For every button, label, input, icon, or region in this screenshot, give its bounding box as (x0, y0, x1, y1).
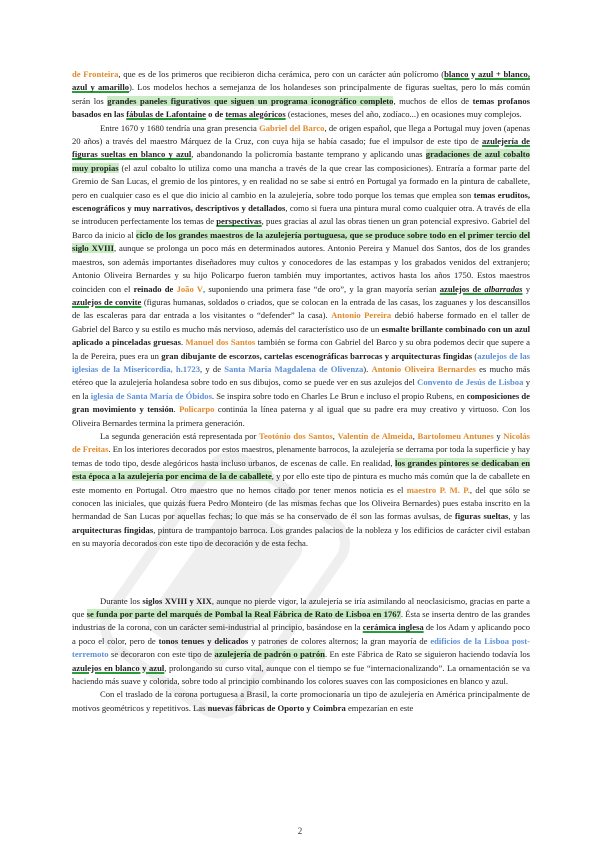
emphasis-text: los grandes pintores se dedicaban en esta época a la azulejería por encima de la de caballete (72, 457, 530, 482)
text-run: y patrones de colores alternos; la gran mayoría de (248, 635, 431, 646)
text-run: continúa la línea paterna y al igual que su padre era muy creativo y virtuoso. Con los Oliveira Bernardes termina la primera generación. (72, 404, 531, 428)
emphasis-text: Convento de Jesús de Lisboa (417, 377, 524, 388)
text-run: , suponiendo una primera fase “de oro”, y la gran mayoría serían (203, 283, 440, 294)
emphasis-text: gran dibujante de escorzos, cartelas escenográficas barrocas y arquitecturas fingidas (161, 350, 473, 361)
text-run: , (332, 430, 338, 441)
emphasis-text: de Fronteira (72, 69, 119, 79)
emphasis-text: grandes paneles figurativos que siguen un programa iconográfico completo (107, 95, 394, 106)
document-page (72, 68, 530, 715)
body-paragraph (72, 688, 530, 715)
text-run: , prolongando su curso vital, aunque con el tiempo se fue “internacionalizando”. La ornamentación se va haciendo más suave y colorida, sobre todo al principio combinando los colores suaves con las composiciones en blanco y azul. (72, 662, 530, 687)
emphasis-text: Antonio Pereira (331, 310, 392, 321)
emphasis-text: Antonio Oliveira Bernardes (371, 363, 476, 374)
text-run: ( (472, 350, 478, 361)
text-run: y (522, 283, 530, 294)
emphasis-text: o de (205, 109, 226, 120)
emphasis-text: fábulas de Lafontaine (126, 109, 206, 120)
text-run: , abandonando la policromía bastante temprano y aplicando unas (191, 149, 426, 160)
emphasis-text: azulejos de convite (72, 296, 142, 307)
emphasis-text: azulejos de (439, 283, 485, 294)
text-run: , pintura de trampantojo barroca. Los grandes palacios de la nobleza y los edificios de carácter civil estaban en su mayoría decorados con este tipo de decoración y de esta fecha. (72, 524, 530, 549)
text-run: debió haberse formado en el taller de Gabriel del Barco y su estilo es mucho más nervioso, además del característico uso de un (72, 310, 530, 334)
emphasis-text: João V (176, 283, 203, 294)
emphasis-text: perspectivas (216, 216, 262, 227)
emphasis-text: azulejos de las iglesias de la Misericordia, h.1723 (72, 350, 530, 374)
emphasis-text: figuras sueltas (454, 511, 509, 522)
emphasis-text: albarradas (484, 283, 523, 294)
text-run: Durante los (100, 595, 143, 606)
emphasis-text: temas profanos basados en las (72, 95, 530, 120)
text-run: , que es de los primeros que recibieron dicha cerámica, pero con un carácter aún polícromo ( (118, 69, 445, 79)
page-number: 2 (297, 826, 303, 836)
body-paragraph (72, 595, 530, 689)
emphasis-text: composiciones de gran movimiento y tensión (72, 390, 530, 415)
text-run: , muchos de ellos de (393, 95, 473, 106)
emphasis-text: arquitecturas fingidas (72, 524, 154, 535)
emphasis-text: maestro P. M. P. (406, 484, 470, 495)
text-run: , (412, 430, 418, 441)
emphasis-text: edificios de la Lisboa post-terremoto (72, 635, 530, 660)
body-paragraph (72, 430, 530, 551)
text-run: , como si fuera una pintura mural como cualquier otra. A través de ella se introducen perfectamente los temas de (72, 203, 531, 227)
text-run: de los Adam y aplicando poco a poco el color, pero de (72, 622, 530, 646)
emphasis-text: blanco y azul + blanco, azul y amarillo (72, 69, 530, 93)
text-run: también se forma con Gabriel del Barco y su obra podemos decir que supere a la de Pereira, pues era un (72, 337, 530, 361)
emphasis-text: Bartolomeu Antunes (417, 430, 494, 441)
text-run: ). Los modelos hechos a semejanza de los holandeses son principalmente de figuras sueltas, pero lo más común serán los (72, 82, 530, 106)
text-run: , aunque no pierde vigor, la azulejería se iría asimilando al neoclasicismo, gracias en parte a que (72, 595, 530, 620)
text-run: y (493, 430, 504, 441)
emphasis-text: Nicolás de Freitas (72, 430, 531, 455)
emphasis-text: temas alegóricos (225, 109, 286, 120)
emphasis-text: esmalte brillante combinado con un azul aplicado a pinceladas gruesas (72, 323, 530, 348)
text-run: es mucho más etéreo que la azulejería holandesa sobre todo en sus dibujos, como se puede ver en sus azulejos del (72, 363, 530, 388)
emphasis-text: tonos tenues y delicados (158, 635, 249, 646)
emphasis-text: temas eruditos, escenográficos y muy narrativos, descriptivos y detallados (72, 189, 530, 214)
paragraph-gap (72, 551, 530, 595)
emphasis-text: reinado de (133, 283, 177, 294)
text-run: . En este Fábrica de Rato se siguieron haciendo todavía los (324, 649, 530, 660)
text-run: (estaciones, meses del año, zodíaco...) en ocasiones muy complejos. (285, 109, 522, 120)
emphasis-text: Valentín de Almeida (337, 430, 413, 441)
text-run: Entre 1670 y 1680 tendría una gran presencia (100, 122, 260, 133)
text-run: (el azul cobalto lo utiliza como una mancha a través de la que crear las composiciones). Entraría a formar parte del Gremio de San Lucas, el gremio de los pintores, y en realidad no se sabe si entró en Portugal ya formado en la pintura de caballete, pero en cualquier caso es el que dio inicio al cambio en la azulejería, sobre todo porque los temas que emplea son (72, 162, 530, 200)
emphasis-text: Policarpo (179, 404, 215, 415)
text-run: , y las (508, 511, 531, 522)
body-paragraph (72, 68, 530, 122)
text-run: y en la (72, 377, 530, 401)
text-run: , de origen español, que llega a Portugal muy joven (apenas 20 años) a través del maestro Márquez de la Cruz, con cuya hija se había casado; fue el impulsor de este tipo de (72, 122, 531, 147)
text-run: se decoraron con este tipo de (108, 649, 215, 660)
emphasis-text: siglos XVIII y XIX (142, 595, 212, 606)
emphasis-text: se funda por parte del marqués de Pombal la Real Fábrica de Rato de Lisboa en 1767 (86, 609, 401, 620)
text-run: , aunque se prolonga un poco más en determinados autores. Antonio Pereira y Manuel dos Santos, dos de los grandes maestros, son además importantes diseñadores muy cultos y conocedores de las estampas y los grabados venidos del extranjero; Antonio Oliveira Bernardes y su hijo Policarpo fueron también muy importantes, activos hasta los años 1750. Estos maestros coinciden con el (72, 243, 530, 294)
emphasis-text: cerámica inglesa (362, 622, 424, 633)
text-run: La segunda generación está representada por (100, 430, 260, 441)
emphasis-text: iglesia de Santa María de Óbidos (90, 390, 212, 401)
text-run: . (173, 404, 180, 415)
text-run: . Ésta se inserta dentro de las grandes industrias de la corona, con un carácter semi-industrial al principio, basándose en la (72, 609, 531, 633)
emphasis-text: ciclo de los grandes maestros de la azulejería portuguesa, que se produce sobre todo en el primer tercio del siglo XVIII (72, 229, 531, 254)
text-run: . (180, 337, 186, 348)
text-run: , pues gracias al azul las obras tienen un gran potencial expresivo. Gabriel del Barco da inicio al (72, 216, 530, 240)
emphasis-text: Santa María Magdalena de Olivenza (224, 363, 364, 374)
text-run: (figuras humanas, soldados o criados, que se colocan en la entrada de las casas, los zaguanes y los descansillos de las escaleras para dar entrada a los visitantes o “defender” la casa). (72, 296, 530, 321)
emphasis-text: Manuel dos Santos (185, 337, 256, 348)
text-run: . Se inspira sobre todo en Charles Le Brun e incluso el propio Rubens, en (211, 390, 467, 401)
body-paragraph (72, 122, 530, 430)
emphasis-text: azulejería de figuras sueltas en blanco y azul (72, 136, 530, 160)
text-run: , y de (200, 363, 225, 374)
emphasis-text: Teotónio dos Santos (259, 430, 333, 441)
text-run: . En los interiores decorados por estos maestros, plenamente barrocos, la azulejería se derrama por toda la superficie y hay temas de todo tipo, desde alegóricos hasta incluso urbanos, de escenas de calle. En realidad, (72, 444, 530, 468)
emphasis-text: azulejos en blanco y azul (72, 662, 165, 673)
text-run: , y por ello este tipo de pintura es mucho más común que la de caballete en este momento en Portugal. Otro maestro que no hemos citado por tener menos noticia es el (72, 471, 530, 495)
text-run: ). (363, 363, 372, 374)
emphasis-text: azulejería de padrón o patrón (214, 649, 325, 660)
text-run: Con el traslado de la corona portuguesa a Brasil, la corte promocionaría un tipo de azulejería en América principalmente de motivos geométricos y repetitivos. Las (72, 689, 530, 713)
text-run: , del que sólo se conocen las iniciales, que quizás fuera Pedro Monteiro (de las mismas fechas que los Oliveira Bernardes) pues estaba inscrito en la hermandad de San Lucas por aquellas fechas; lo que más se ha conservado de él son las formas avulsas, de (72, 484, 531, 522)
emphasis-text: gradaciones de azul cobalto muy propias (72, 149, 530, 173)
emphasis-text: nuevas fábricas de Oporto y Coimbra (207, 702, 346, 713)
text-run: empezarían en este (345, 702, 414, 713)
emphasis-text: Gabriel del Barco (259, 122, 325, 133)
